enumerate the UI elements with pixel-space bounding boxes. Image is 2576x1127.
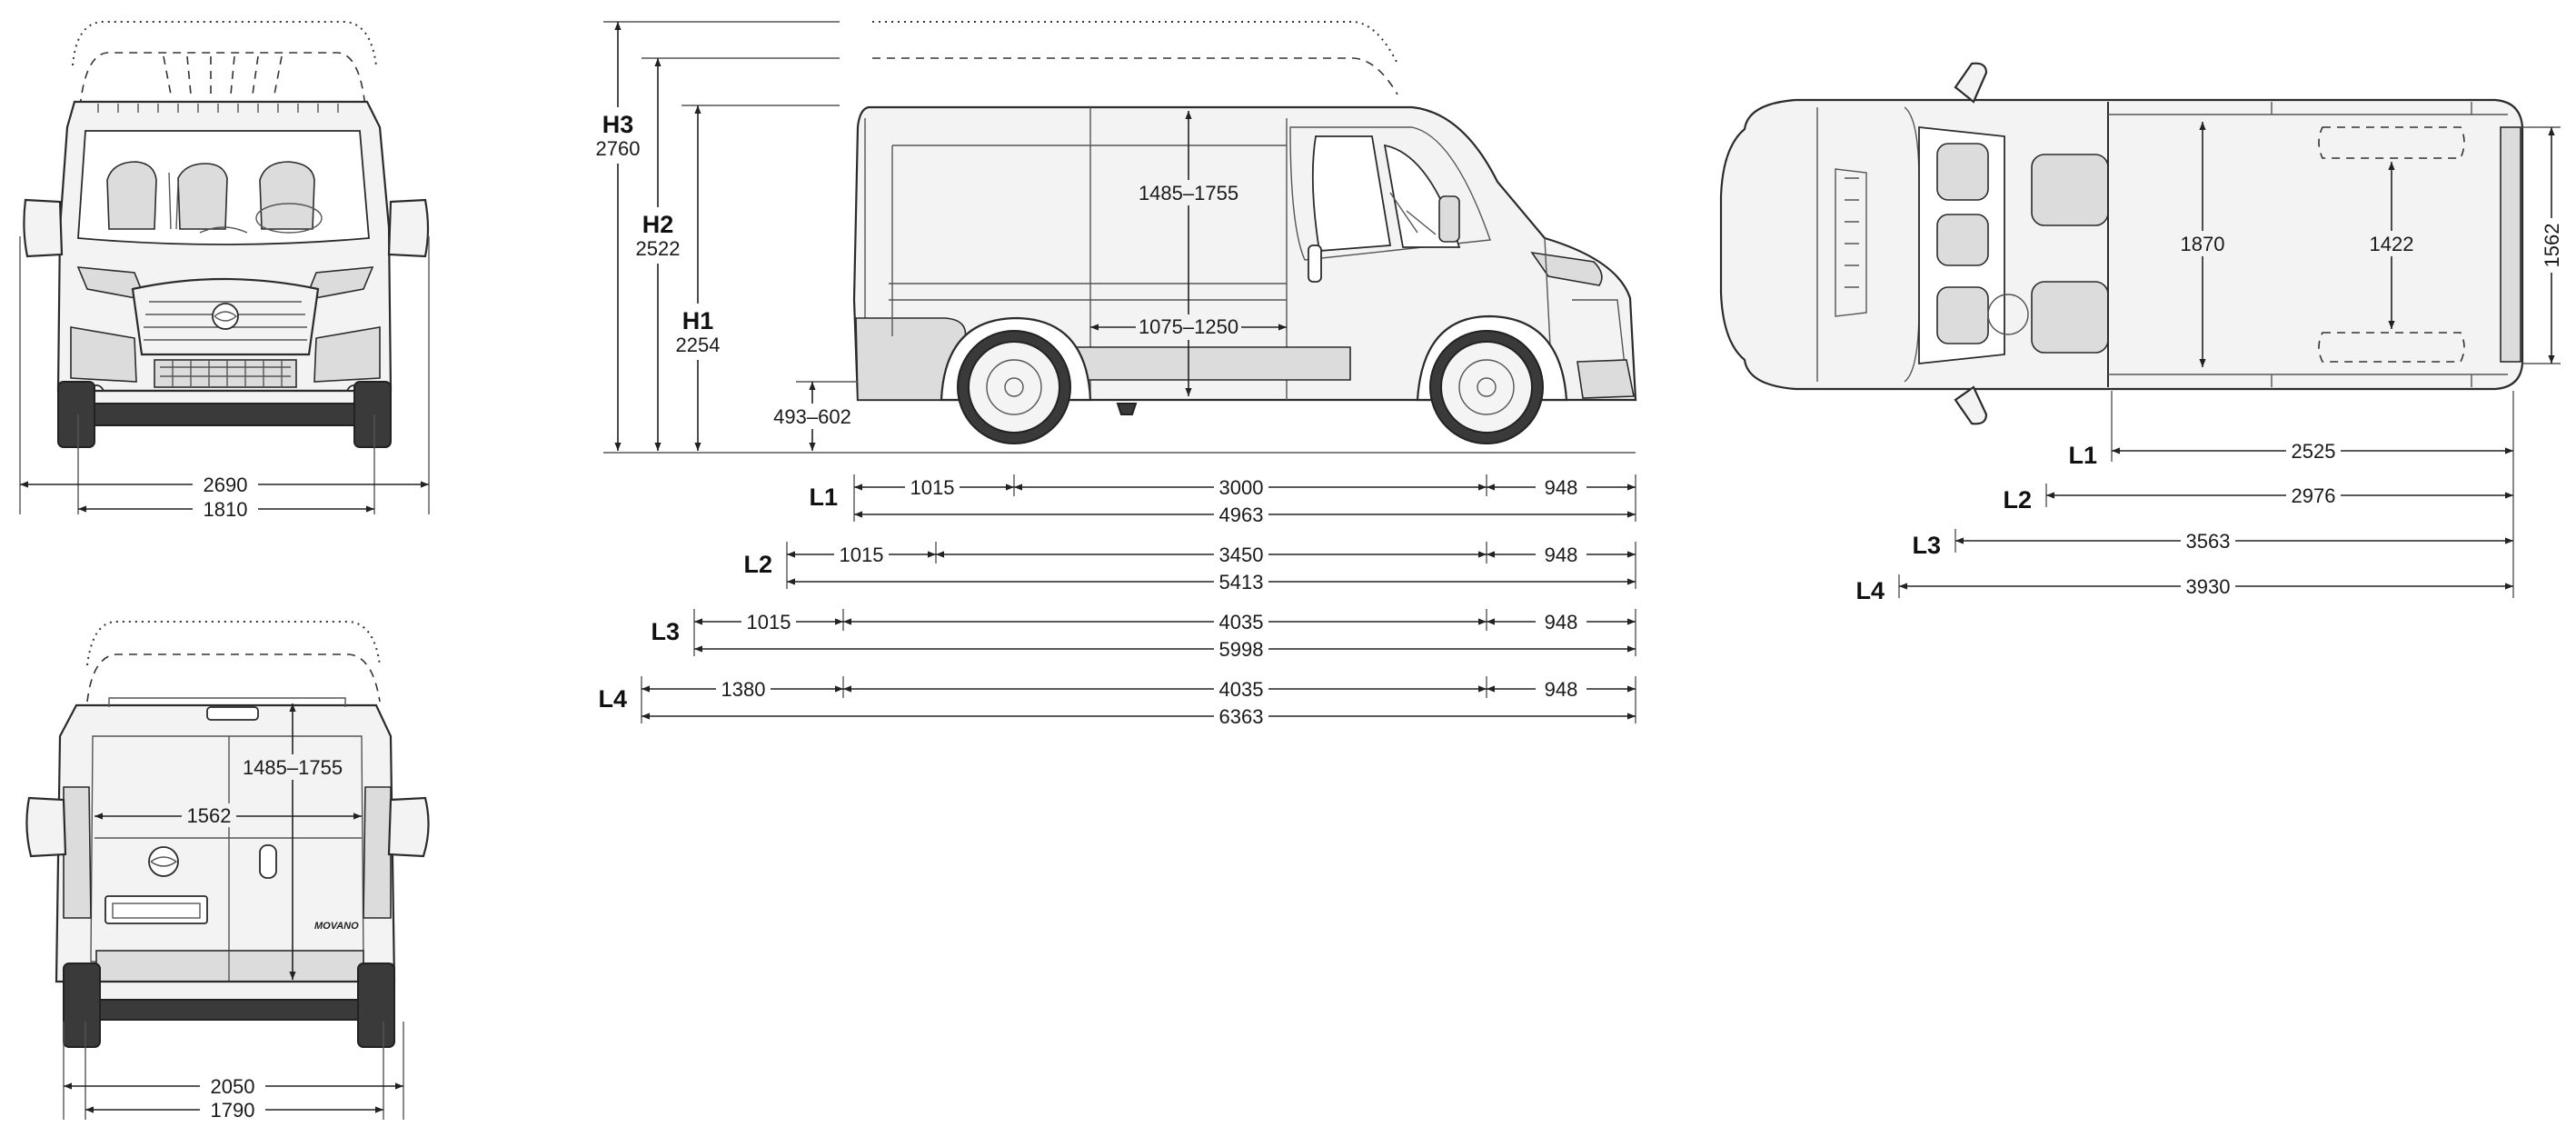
top-length-key-l3: L3 — [1912, 532, 1941, 559]
l3-total-length: 5998 — [1218, 638, 1264, 661]
top-length-l2: 2976 — [2291, 484, 2336, 507]
height-key-h1: H1 — [681, 307, 714, 334]
top-length-l3: 3563 — [2185, 530, 2231, 553]
top-arch-width-label: 1422 — [2369, 233, 2414, 255]
height-key-h3: H3 — [602, 111, 634, 138]
top-length-l4: 3930 — [2185, 575, 2231, 598]
l2-front-overhang: 948 — [1544, 544, 1578, 566]
l2-rear-overhang: 1015 — [839, 544, 884, 566]
side-door-width-label: 1075–1250 — [1138, 315, 1239, 338]
height-value-h3: 2760 — [595, 137, 641, 160]
height-key-h2: H2 — [642, 211, 674, 238]
l1-front-overhang: 948 — [1544, 476, 1578, 499]
length-row-l4 — [598, 676, 1636, 729]
length-row-l1 — [809, 474, 1636, 527]
length-row-l2 — [743, 542, 1636, 594]
rear-door-width-label: 1562 — [186, 804, 232, 827]
length-rows — [598, 474, 1636, 729]
top-length-key-l1: L1 — [2068, 442, 2097, 469]
top-length-l1: 2525 — [2291, 440, 2336, 463]
length-key-l1: L1 — [809, 484, 838, 511]
rear-overall-width-label: 2050 — [210, 1075, 255, 1098]
l3-wheelbase: 4035 — [1218, 611, 1264, 633]
front-view — [24, 22, 428, 447]
front-overall-width-label: 2690 — [203, 474, 248, 496]
l4-front-overhang: 948 — [1544, 678, 1578, 701]
rear-badge: MOVANO — [314, 921, 359, 932]
l2-total-length: 5413 — [1218, 571, 1264, 593]
length-key-l2: L2 — [743, 551, 772, 578]
l4-rear-overhang: 1380 — [721, 678, 766, 701]
rear-view — [26, 622, 428, 1047]
l3-rear-overhang: 1015 — [746, 611, 791, 633]
front-track-width-label: 1810 — [203, 498, 248, 521]
height-value-h1: 2254 — [675, 334, 721, 356]
l2-wheelbase: 3450 — [1218, 544, 1264, 566]
rear-door-height-label: 1485–1755 — [242, 756, 343, 779]
length-key-l4: L4 — [598, 685, 627, 713]
l4-wheelbase: 4035 — [1218, 678, 1264, 701]
height-value-h2: 2522 — [635, 237, 681, 260]
load-sill-height-label: 493–602 — [773, 405, 851, 428]
rear-track-width-label: 1790 — [210, 1099, 255, 1122]
l1-wheelbase: 3000 — [1218, 476, 1264, 499]
l1-rear-overhang: 1015 — [910, 476, 955, 499]
side-view — [603, 22, 1636, 453]
cargo-height-label: 1485–1755 — [1138, 182, 1239, 204]
top-side-width-label: 1562 — [2541, 223, 2563, 268]
top-length-key-l4: L4 — [1855, 577, 1885, 604]
l1-total-length: 4963 — [1218, 504, 1264, 526]
top-length-key-l2: L2 — [2003, 486, 2032, 514]
l3-front-overhang: 948 — [1544, 611, 1578, 633]
l4-total-length: 6363 — [1218, 705, 1264, 728]
top-cargo-width-label: 1870 — [2180, 233, 2225, 255]
length-key-l3: L3 — [651, 618, 680, 645]
length-row-l3 — [651, 609, 1636, 662]
